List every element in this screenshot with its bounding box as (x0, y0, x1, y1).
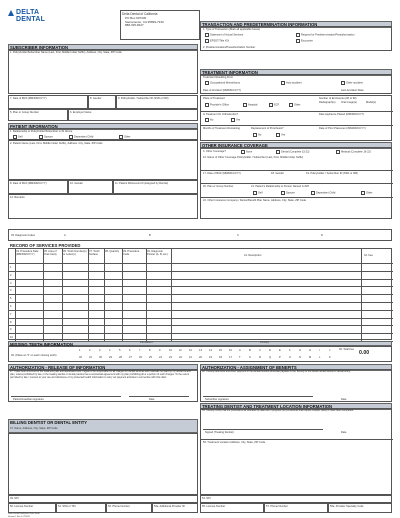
tooth-number[interactable]: A (239, 349, 241, 352)
primary-label: Primary (260, 341, 269, 344)
ortho-no-label: No (210, 118, 214, 122)
checkbox-icon[interactable] (289, 103, 293, 107)
place-hospital-label: Hospital (248, 103, 258, 107)
diagnosis-label: 33. Diagnosis Codes (11, 234, 35, 237)
tooth-number[interactable]: 10 (169, 349, 172, 352)
tooth-number[interactable]: 3 (99, 349, 101, 352)
date-line[interactable] (129, 396, 189, 397)
employer-label: 6. Employer Name (70, 111, 92, 114)
billing-title: BILLING DENTIST OR DENTAL ENTITY (10, 420, 88, 425)
tooth-number[interactable]: 22 (179, 356, 182, 359)
checkbox-icon[interactable] (253, 191, 257, 195)
oc-dental-label: Dental (Complete 15-22) (281, 150, 310, 154)
row-number: 7 (10, 312, 12, 316)
diagnosis-codes-row (8, 229, 392, 241)
checkbox-icon[interactable] (276, 133, 280, 137)
tooth-number[interactable]: 26 (139, 356, 142, 359)
tooth-number[interactable]: P (279, 356, 281, 359)
patient-name-label: 2. Patient Name (Last, First, Middle Initial, Suffix), Address, City, State, ZIP Code (10, 142, 103, 145)
other-accident-option[interactable] (341, 81, 363, 85)
tooth-number[interactable]: 23 (169, 356, 172, 359)
tooth-number[interactable]: 14 (209, 349, 212, 352)
checkbox-icon[interactable] (361, 191, 365, 195)
subscriber-name-label: 1. Policyholder/Subscriber Name (Last, First, Middle Initial, Suffix), Address, City, State, ZIP Code (10, 51, 122, 54)
billing-license-label: 50. License Number (10, 505, 34, 508)
tooth-number[interactable]: D (269, 349, 271, 352)
replace-no-label: No (258, 133, 262, 137)
treating-date-label: Date (341, 431, 347, 434)
checkbox-icon[interactable] (243, 103, 247, 107)
patient-account-label: 11. Patient ID/Account # (Assigned by Dentist) (115, 182, 169, 185)
tooth-number[interactable]: 17 (229, 356, 232, 359)
treatment-resulting-label: Treatment Resulting From (203, 76, 234, 79)
billing-phone-label: 52. Phone Number (108, 505, 130, 508)
tooth-number[interactable]: 18 (219, 356, 222, 359)
checkbox-icon[interactable] (281, 191, 285, 195)
row-divider (9, 271, 393, 272)
col-quantity: 38. Quantity (105, 250, 119, 253)
treating-specialty-label: 56a. Provider Specialty Code (330, 505, 364, 508)
treating-phone-field[interactable] (264, 503, 328, 513)
checkbox-icon[interactable] (231, 118, 235, 122)
column-divider (15, 249, 16, 341)
oc-rel-other[interactable] (361, 191, 373, 195)
checkbox-icon[interactable] (276, 150, 280, 154)
footer-form-name: Delta Dental Enterprise Claim Form (8, 513, 40, 515)
dx-d[interactable]: D (321, 234, 323, 237)
treating-cert-text: 53. I hereby certify that the procedures as indicated by date are in progress (for procedures that require multiple visits) or have been completed. (202, 409, 354, 412)
payer-addr-2: Sacramento, CA 95899-7330 (125, 19, 164, 24)
remarks-label: 12. Remarks (10, 196, 25, 199)
total-fee-value: 0.00 (359, 350, 370, 356)
billing-ssn-label: 51. SSN or TIN (58, 505, 76, 508)
patient-name-field[interactable] (8, 140, 198, 180)
col-procedure-date: 34. Procedure Date (MM/DD/CCYY) (16, 250, 39, 256)
checkbox-icon[interactable] (296, 33, 300, 37)
ortho-yes[interactable] (231, 118, 240, 122)
patient-dob-label: 8. Date of Birth (MM/DD/CCYY) (10, 182, 47, 185)
billing-address-field[interactable] (8, 433, 198, 495)
row-number: 4 (10, 289, 12, 293)
patient-dob-field[interactable] (8, 180, 68, 194)
rel-spouse-label: Spouse (44, 135, 53, 139)
column-divider (43, 249, 44, 341)
checkbox-icon[interactable] (205, 39, 209, 43)
total-fee-label: 46. Total Fee (339, 348, 354, 351)
dx-c[interactable]: C (237, 234, 239, 237)
place-office[interactable] (205, 103, 229, 107)
tooth-number[interactable]: 9 (159, 349, 161, 352)
signature-line[interactable] (203, 429, 323, 430)
oc-dob-label: 17. Date of Birth (MM/DD/CCYY) (203, 172, 241, 175)
tx-encounter[interactable] (296, 39, 313, 43)
place-other[interactable] (289, 103, 301, 107)
replace-no[interactable] (253, 133, 261, 137)
row-number: 9 (10, 328, 12, 332)
tooth-number[interactable]: 12 (189, 349, 192, 352)
oc-name-label: 16. Name of Other Coverage Policyholder / Subscriber (Last, First, Middle Initial, Suffix) (203, 156, 304, 159)
tooth-number[interactable]: B (249, 349, 251, 352)
assignment-text: 48. I hereby authorize and direct payment of the dental benefits otherwise payable to me, directly to the below named dentist or dental entity. (202, 370, 351, 373)
patient-account-field[interactable] (113, 180, 198, 194)
checkbox-icon[interactable] (39, 135, 43, 139)
appliance-date-label: Date Appliance Placed (MM/DD/CCYY) (319, 113, 365, 116)
payer-name: Delta Dental of California (122, 12, 158, 16)
tx-actual-services[interactable] (205, 33, 243, 37)
tx-opt3-label: EPSDT/Title XIX (210, 39, 230, 43)
checkbox-icon[interactable] (69, 135, 73, 139)
divider (201, 170, 393, 171)
plan-number-label: 5. Plan or Group Number (10, 111, 39, 114)
billing-addl-field[interactable] (152, 503, 198, 513)
rel-other-label: Other (124, 135, 131, 139)
tx-opt2-label: Request for Predetermination/Preauthorization (301, 33, 355, 37)
ortho-yes-label: Yes (236, 118, 241, 122)
treatment-header: TREATMENT INFORMATION (200, 69, 392, 76)
prior-placement-label: Date of Prior Placement (MM/DD/CCYY) (319, 127, 366, 130)
enclosures-label: Number of Enclosures (00 to 99) (319, 97, 357, 100)
policy-id-label: 9. Policyholder / Subscriber ID (SSN or ID#) (118, 97, 169, 100)
tooth-number[interactable]: 27 (129, 356, 132, 359)
checkbox-icon[interactable] (336, 150, 340, 154)
oc-none[interactable] (241, 150, 252, 154)
checkbox-icon[interactable] (269, 103, 273, 107)
tooth-number[interactable]: 6 (129, 349, 131, 352)
relationship-label: 1. Relationship to Policyholder/Subscriber in #1 Above (10, 130, 73, 133)
tooth-number[interactable]: K (329, 356, 331, 359)
col-tooth-surface: 37. Tooth Surface (89, 250, 100, 256)
oc-rel-dep-label: Dependent Child (316, 191, 336, 195)
radiographs-label: Radiograph(s) (319, 101, 336, 104)
treating-license-field[interactable] (200, 503, 264, 513)
tooth-number[interactable]: Q (269, 356, 272, 359)
permanent-label: Permanent (140, 341, 153, 344)
tooth-number[interactable]: 29 (109, 356, 112, 359)
record-header: RECORD OF SERVICES PROVIDED (10, 243, 81, 248)
oc-carrier-label: 22. Other Insurance Company / Dental Benefit Plan Name, Address, City, State, ZIP Code (203, 199, 307, 202)
treating-npi-label: 54. NPI (202, 497, 211, 500)
missing-teeth-label: 45. (Place an 'X' on each missing tooth) (11, 354, 57, 357)
subscriber-signature-label: Subscriber signature (205, 398, 229, 401)
col-diagnosis-pointer: 40. Diagnosis Pointer (A, B, etc.) (147, 250, 169, 256)
place-hospital[interactable] (243, 103, 257, 107)
oc-plan-label: 20. Plan or Group Number (203, 185, 234, 188)
table-header-divider (9, 263, 393, 264)
checkbox-icon[interactable] (296, 39, 300, 43)
missing-teeth-grid (8, 346, 392, 362)
release-header: AUTHORIZATION - RELEASE OF INFORMATION (8, 364, 198, 371)
column-divider (146, 249, 147, 341)
oc-rel-self[interactable] (253, 191, 262, 195)
oc-id-label: 19. Policyholder / Subscriber ID (SSN or ID#) (306, 172, 358, 175)
row-divider (9, 279, 393, 280)
billing-name-label: 37. Name, Address, City, State, ZIP Code (10, 427, 58, 430)
treatment-box (200, 74, 392, 94)
tooth-number[interactable]: 32 (79, 356, 82, 359)
ortho-no[interactable] (205, 118, 213, 122)
signature-line[interactable] (11, 396, 121, 397)
tooth-number[interactable]: L (319, 356, 321, 359)
dx-b[interactable]: B (149, 234, 151, 237)
tooth-number[interactable]: 7 (139, 349, 141, 352)
models-label: Model(s) (366, 101, 377, 104)
transaction-header: TRANSACTION AND PREDETERMINATION INFORMATION (200, 21, 392, 28)
place-box (200, 95, 392, 141)
tooth-number[interactable]: 28 (119, 356, 122, 359)
column-divider (88, 249, 89, 341)
billing-license-field[interactable] (8, 503, 56, 513)
tooth-number[interactable]: T (239, 356, 241, 359)
other-accident-label: Other accident (346, 81, 363, 85)
oc-none-label: None (246, 150, 253, 154)
tooth-number[interactable]: F (289, 349, 291, 352)
missing-teeth-title: MISSING TEETH INFORMATION (10, 342, 73, 347)
billing-npi-field[interactable] (8, 495, 198, 503)
row-number: 8 (10, 320, 12, 324)
place-ecf[interactable] (269, 103, 279, 107)
row-divider (9, 310, 393, 311)
payer-address-box (120, 10, 200, 40)
checkbox-icon[interactable] (341, 81, 345, 85)
assignment-date-label: Date (341, 398, 347, 401)
divider (201, 439, 393, 440)
tx-type-label: 1. Type of Transaction (Mark all applicable boxes) (203, 28, 261, 31)
row-divider (9, 294, 393, 295)
subscriber-header: SUBSCRIBER INFORMATION (8, 44, 198, 51)
tooth-number[interactable]: 4 (109, 349, 111, 352)
tooth-number[interactable]: G (299, 349, 302, 352)
row-number: 1 (10, 266, 12, 269)
tooth-number[interactable]: S (249, 356, 251, 359)
row-divider (9, 286, 393, 287)
checkbox-icon[interactable] (205, 81, 209, 85)
tooth-number[interactable]: 21 (189, 356, 192, 359)
gender-label: 8. Gender (90, 97, 102, 100)
transaction-box (200, 26, 392, 51)
tooth-number[interactable]: 20 (199, 356, 202, 359)
patient-gender-label: 10. Gender (70, 182, 83, 185)
assignment-box (200, 369, 392, 402)
checkbox-icon[interactable] (205, 118, 209, 122)
dob-label: 7. Date of Birth (MM/DD/CCYY) (10, 97, 47, 100)
tx-predetermination[interactable] (296, 33, 355, 37)
treating-header: TREATING DENTIST AND TREATMENT LOCATION INFORMATION (200, 403, 392, 410)
months-remaining-label: Months of Treatment Remaining (203, 127, 240, 130)
tooth-number[interactable]: I (319, 349, 320, 352)
oc-gender-label: 18. Gender (271, 172, 284, 175)
rel-dependent-label: Dependent Child (74, 135, 94, 139)
replace-yes[interactable] (276, 133, 285, 137)
row-number: 6 (10, 305, 12, 308)
row-divider (9, 318, 393, 319)
tooth-number[interactable]: 5 (119, 349, 121, 352)
other-insurance-header: OTHER INSURANCE COVERAGE (200, 142, 392, 149)
treating-npi-field[interactable] (200, 495, 392, 503)
oc-medical-label: Medical (Complete 16-22) (341, 150, 371, 154)
column-divider (104, 249, 105, 341)
col-description: 41. Description (244, 254, 262, 257)
rel-self[interactable] (13, 135, 22, 139)
checkbox-icon[interactable] (13, 135, 17, 139)
policy-id-field[interactable] (116, 95, 198, 109)
oc-rel-spouse-label: Spouse (286, 191, 295, 195)
employer-field[interactable] (68, 109, 198, 121)
tooth-number[interactable]: 25 (149, 356, 152, 359)
rel-other[interactable] (119, 135, 131, 139)
row-divider (9, 325, 393, 326)
billing-npi-label: 49. NPI (10, 497, 19, 500)
checkbox-icon[interactable] (205, 103, 209, 107)
tooth-number[interactable]: 15 (219, 349, 222, 352)
checkbox-icon[interactable] (281, 81, 285, 85)
treating-signature-label: Signed (Treating Dentist) (205, 431, 234, 434)
tx-predet-number: 2. Predetermination/Preauthorization Number (203, 46, 256, 49)
row-divider (9, 333, 393, 334)
release-text: 47. I have been informed of the treatment plan and associated fees. I agree to be responsible for all charges for dental services and materials not paid by my dental benefit plan, unless prohibited by law, or the treating dentist or dental practice has a contractual agreement with my plan prohibiting all or a portion of such charges. To the extent permitted by law, I consent to your use and disclosure of my protected health information to carry out payment activities in connection with this claim. (10, 370, 191, 379)
rel-dependent[interactable] (69, 135, 93, 139)
ortho-label: Is Treatment for Orthodontics? (203, 113, 239, 116)
dx-a[interactable]: A (64, 234, 66, 237)
services-table (8, 248, 392, 340)
release-box (8, 369, 198, 402)
delta-triangle-icon (8, 10, 14, 16)
column-divider (62, 249, 63, 341)
remarks-field[interactable] (8, 194, 198, 219)
oc-medical[interactable] (336, 150, 371, 154)
tooth-number[interactable]: 8 (149, 349, 151, 352)
tooth-number[interactable]: J (329, 349, 331, 352)
auto-accident-label: Auto accident (286, 81, 302, 85)
tooth-number[interactable]: 2 (89, 349, 91, 352)
gender-field[interactable] (88, 95, 116, 109)
oc-dental[interactable] (276, 150, 309, 154)
tooth-number[interactable]: 30 (99, 356, 102, 359)
tx-opt1-label: Statement of Actual Services (210, 33, 244, 37)
tooth-number[interactable]: 16 (229, 349, 232, 352)
tooth-number[interactable]: H (309, 349, 311, 352)
treating-license-label: 55. License Number (202, 505, 226, 508)
oc-rel-other-label: Other (366, 191, 373, 195)
col-procedure-code: 39. Procedure Code (123, 250, 140, 256)
column-divider (171, 249, 172, 341)
oc-rel-spouse[interactable] (281, 191, 295, 195)
tooth-number[interactable]: E (279, 349, 281, 352)
subscriber-name-field[interactable] (8, 49, 198, 94)
place-other-label: Other (294, 103, 301, 107)
checkbox-icon[interactable] (241, 150, 245, 154)
tooth-number[interactable]: 19 (209, 356, 212, 359)
signature-line[interactable] (203, 396, 313, 397)
oc-rel-dep[interactable] (311, 191, 335, 195)
tooth-number[interactable]: C (259, 349, 261, 352)
billing-header (8, 419, 198, 433)
occupational-label: Occupational illness/injury (210, 81, 240, 85)
rel-self-label: Self (18, 135, 23, 139)
occupational-option[interactable] (205, 81, 240, 85)
tooth-number[interactable]: N (299, 356, 301, 359)
oc-rel-self-label: Self (258, 191, 263, 195)
assignment-header: AUTHORIZATION - ASSIGNMENT OF BENEFITS (200, 364, 392, 371)
row-number: 10 (10, 336, 13, 340)
col-area: 35. Area of Oral Cavity (44, 250, 57, 256)
divider (201, 125, 393, 126)
tooth-number[interactable]: M (309, 356, 312, 359)
other-coverage-label: 4. Other Coverage? (203, 150, 226, 153)
divider (201, 183, 393, 184)
row-number: 3 (10, 281, 12, 285)
checkbox-icon[interactable] (205, 33, 209, 37)
relationship-box (8, 128, 198, 140)
tx-epsdt[interactable] (205, 39, 229, 43)
billing-ssn-field[interactable] (56, 503, 106, 513)
checkbox-icon[interactable] (311, 191, 315, 195)
patient-header: PATIENT INFORMATION (8, 123, 198, 130)
footer-version: Version 1 Rev 1 07/2015 (8, 515, 30, 518)
treating-specialty-field[interactable] (328, 503, 392, 513)
row-number: 2 (10, 273, 12, 277)
divider (201, 111, 393, 112)
tooth-number[interactable]: 31 (89, 356, 92, 359)
treating-phone-label: 57. Phone Number (266, 505, 288, 508)
replacement-label: Replacement of Prosthesis? (251, 127, 284, 130)
row-number: 5 (10, 297, 12, 301)
patient-signature-label: Patient/Guardian signature (13, 398, 44, 401)
treating-box (200, 408, 392, 495)
patient-gender-field[interactable] (68, 180, 113, 194)
place-ecf-label: ECF (274, 103, 280, 107)
checkbox-icon[interactable] (253, 133, 257, 137)
tx-opt4-label: Encounter (301, 39, 313, 43)
release-date-label: Date (149, 398, 155, 401)
place-label: Place of Treatment (203, 97, 225, 100)
tooth-number[interactable]: 24 (159, 356, 162, 359)
payer-addr-1: PO Box 997330 (125, 16, 147, 20)
row-divider (9, 302, 393, 303)
logo-text: DELTA DENTAL (16, 9, 46, 23)
col-fee: 42. Fee (364, 254, 373, 257)
treatment-location-label: 56. Treatment Location Address, City, State, ZIP Code (203, 441, 266, 444)
rel-spouse[interactable] (39, 135, 53, 139)
accident-date-label: Date of Accident (MM/DD/CCYY) (203, 89, 242, 92)
column-divider (122, 249, 123, 341)
col-tooth-number: 36. Tooth Number(s) or Letter(s) (63, 250, 87, 256)
divider (201, 197, 393, 198)
tooth-number[interactable]: O (289, 356, 292, 359)
replace-yes-label: Yes (281, 133, 286, 137)
checkbox-icon[interactable] (119, 135, 123, 139)
tooth-number[interactable]: 1 (79, 349, 81, 352)
billing-phone-field[interactable] (106, 503, 152, 513)
oral-images-label: Oral Image(s) (341, 101, 357, 104)
oc-rel-label: 21. Patient's Relationship to Person Named in #20 (251, 185, 309, 188)
tooth-number[interactable]: 13 (199, 349, 202, 352)
accident-state-label: Auto Accident State (341, 89, 364, 92)
billing-addl-label: 52a. Additional Provider ID (154, 505, 185, 508)
column-divider (361, 249, 362, 341)
other-insurance-box (200, 147, 392, 219)
dob-field[interactable] (8, 95, 88, 109)
tooth-number[interactable]: R (259, 356, 261, 359)
place-office-label: Provider's Office (210, 103, 229, 107)
payer-phone: 888-335-8227 (125, 23, 144, 28)
plan-number-field[interactable] (8, 109, 68, 121)
auto-accident-option[interactable] (281, 81, 302, 85)
tooth-number[interactable]: 11 (179, 349, 182, 352)
